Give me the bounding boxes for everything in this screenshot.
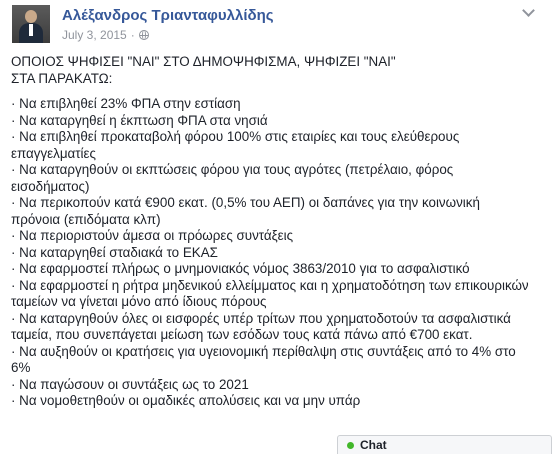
chat-bar[interactable] [337,435,552,454]
avatar[interactable] [12,5,50,43]
list-item: · Να περικοπούν κατά €900 εκατ. (0,5% του ΑΕΠ) οι δαπάνες για την κοινωνική πρόνοια (επιδόματα κλπ) [11,195,480,227]
post-items-list [11,96,531,410]
list-item: · Να παγώσουν οι συντάξεις ως το 2021 [11,376,249,392]
list-item: · Να περιοριστούν άμεσα οι πρόωρες συντάξεις [11,228,294,243]
list-item: · Να εφαρμοστεί η ρήτρα μηδενικού ελλείμματος και η χρηματοδότηση των επικουρικών ταμείων να γίνεται μόνο από ίδιους πόρους [11,277,529,309]
list-item: · Να αυξηθούν οι κρατήσεις για υγειονομική περίθαλψη στις συντάξεις από το 4% στο 6% [11,343,516,375]
post-meta [62,28,149,42]
list-item: · Να καταργηθούν όλες οι εισφορές υπέρ τρίτων που χρηματοδοτούν τα ασφαλιστικά ταμεία, που συνεπάγεται μείωση των εσόδων τους κατά πάνω από €700 εκατ. [11,310,511,342]
avatar-person-collar [29,24,33,36]
list-item: · Να νομοθετηθούν οι ομαδικές απολύσεις και να μην υπάρ [11,393,361,408]
list-item: · Να επιβληθεί προκαταβολή φόρου 100% στις εταιρίες και τους ελεύθερους επαγγελματίες [11,129,460,161]
chevron-down-icon[interactable] [522,6,536,16]
list-item: · Να καταργηθεί σταδιακά το ΕΚΑΣ [11,244,218,260]
post-body [11,54,531,410]
chat-label: Chat [360,438,387,452]
list-item: · Να επιβληθεί 23% ΦΠΑ στην εστίαση [11,96,241,111]
avatar-person-head [25,10,37,23]
list-item: · Να εφαρμοστεί πλήρως ο μνημονιακός νόμος 3863/2010 για το ασφαλιστικό [11,261,470,276]
post-header [10,4,542,44]
post-date-link[interactable]: July 3, 2015 [62,28,127,42]
author-name-link[interactable]: Αλέξανδρος Τριανταφυλλίδης [62,7,274,24]
list-item: · Να καταργηθούν οι εκπτώσεις φόρου για τους αγρότες (πετρέλαιο, φόρος εισοδήματος) [11,162,454,194]
meta-separator: · [130,28,135,42]
post-intro: ΟΠΟΙΟΣ ΨΗΦΙΣΕΙ "ΝΑΙ" ΣΤΟ ΔΗΜΟΨΗΦΙΣΜΑ, ΨΗΦΙΖΕΙ "ΝΑΙ" ΣΤΑ ΠΑΡΑΚΑΤΩ: [11,54,396,86]
globe-icon[interactable] [139,30,149,40]
online-dot-icon [347,442,354,449]
list-item: · Να καταργηθεί η έκπτωση ΦΠΑ στα νησιά [11,112,268,128]
